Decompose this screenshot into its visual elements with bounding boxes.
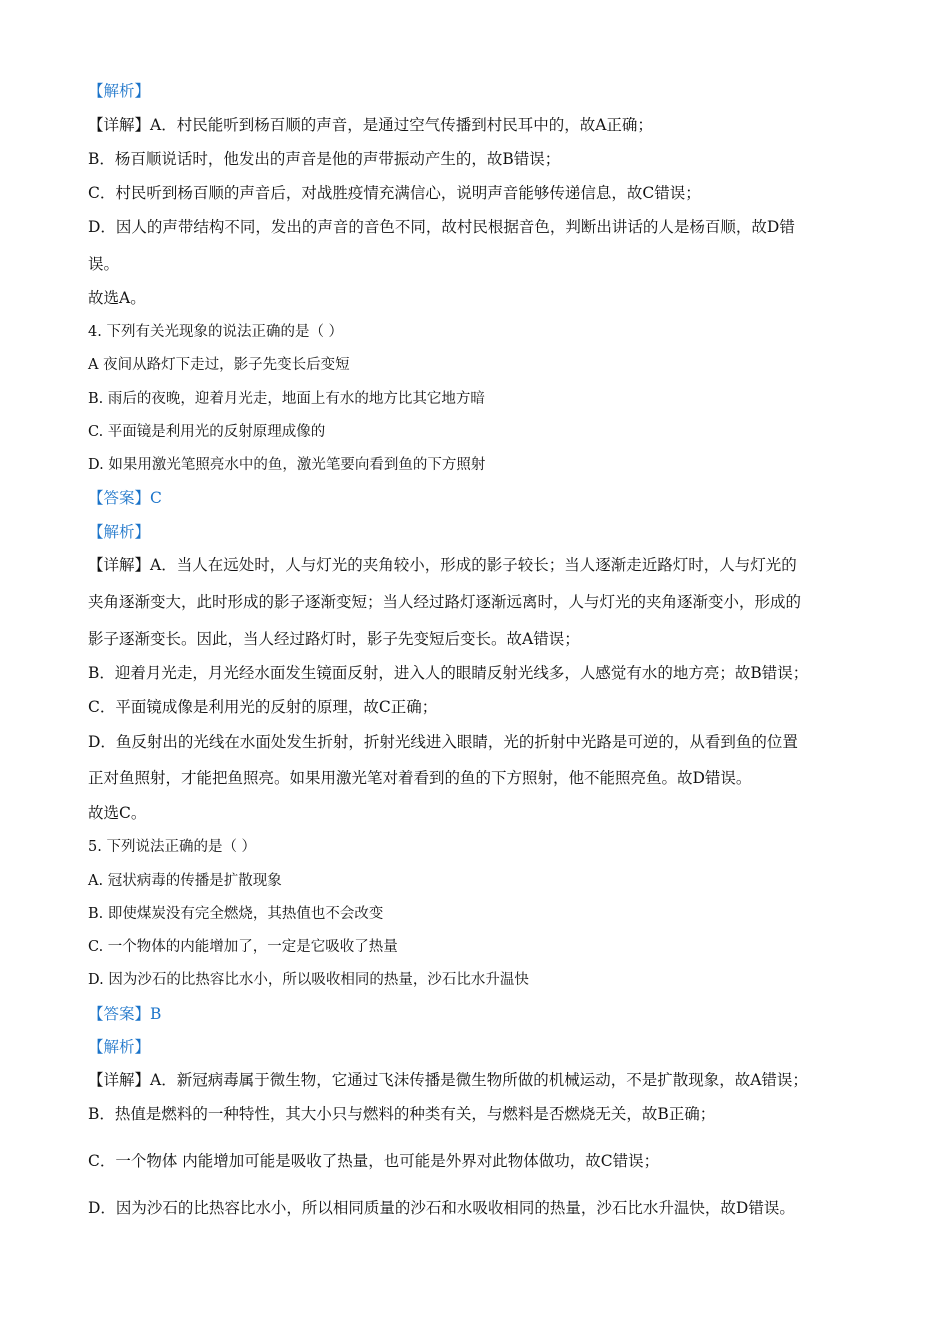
text-line: B．热值是燃料的一种特性，其大小只与燃料的种类有关，与燃料是否燃烧无关，故B正确；	[88, 1105, 716, 1123]
answer-label: 【答案】C	[88, 489, 162, 507]
conclusion-line: 故选A。	[88, 289, 146, 307]
text-line: 影子逐渐变长。因此，当人经过路灯时，影子先变短后变长。故A错误；	[88, 630, 580, 648]
analysis-label: 【解析】	[88, 1038, 151, 1056]
text-line: D．因为沙石的比热容比水小，所以相同质量的沙石和水吸收相同的热量，沙石比水升温快，故D错误。	[88, 1199, 795, 1217]
question-4-option-d: D. 如果用激光笔照亮水中的鱼，激光笔要向看到鱼的下方照射	[88, 457, 486, 473]
text-line: D．鱼反射出的光线在水面处发生折射，折射光线进入眼睛，光的折射中光路是可逆的，从看到鱼的位置	[88, 733, 798, 751]
detail-paragraph: 【详解】A．当人在远处时，人与灯光的夹角较小，形成的影子较长；当人逐渐走近路灯时，人与灯光的	[88, 556, 797, 574]
analysis-label: 【解析】	[88, 523, 151, 541]
detail-paragraph: 【详解】A．新冠病毒属于微生物，它通过飞沫传播是微生物所做的机械运动，不是扩散现象，故A错误；	[88, 1071, 808, 1089]
detail-paragraph: 【详解】A．村民能听到杨百顺的声音，是通过空气传播到村民耳中的，故A正确；	[88, 116, 653, 134]
text-line: 正对鱼照射，才能把鱼照亮。如果用激光笔对着看到的鱼的下方照射，他不能照亮鱼。故D错误。	[88, 769, 752, 787]
question-4-option-a: A 夜间从路灯下走过，影子先变长后变短	[88, 357, 350, 373]
analysis-label: 【解析】	[88, 82, 151, 100]
text-line: B．迎着月光走，月光经水面发生镜面反射，进入人的眼睛反射光线多，人感觉有水的地方亮；故B错误；	[88, 664, 809, 682]
conclusion-line: 故选C。	[88, 804, 147, 822]
text-line: B．杨百顺说话时，他发出的声音是他的声带振动产生的，故B错误；	[88, 150, 561, 168]
text-line: 误。	[88, 255, 120, 273]
question-4-option-c: C. 平面镜是利用光的反射原理成像的	[88, 424, 326, 440]
text-line: C．平面镜成像是利用光的反射的原理，故C正确；	[88, 698, 438, 716]
text-line: C．一个物体 内能增加可能是吸收了热量，也可能是外界对此物体做功，故C错误；	[88, 1152, 660, 1170]
question-5-stem: 5. 下列说法正确的是（ ）	[88, 839, 257, 855]
question-5-option-d: D. 因为沙石的比热容比水小，所以吸收相同的热量，沙石比水升温快	[88, 972, 529, 988]
question-5-option-b: B. 即使煤炭没有完全燃烧，其热值也不会改变	[88, 906, 384, 922]
text-line: D．因人的声带结构不同，发出的声音的音色不同，故村民根据音色，判断出讲话的人是杨百顺，故D错	[88, 218, 795, 236]
question-4-stem: 4. 下列有关光现象的说法正确的是（ ）	[88, 324, 344, 340]
answer-label: 【答案】B	[88, 1005, 162, 1023]
question-4-option-b: B. 雨后的夜晚，迎着月光走，地面上有水的地方比其它地方暗	[88, 391, 485, 407]
text-line: 夹角逐渐变大，此时形成的影子逐渐变短；当人经过路灯逐渐远离时，人与灯光的夹角逐渐变小，形成的	[88, 593, 802, 611]
text-line: C．村民听到杨百顺的声音后，对战胜疫情充满信心，说明声音能够传递信息，故C错误；	[88, 184, 701, 202]
question-5-option-c: C. 一个物体的内能增加了，一定是它吸收了热量	[88, 939, 398, 955]
question-5-option-a: A. 冠状病毒的传播是扩散现象	[88, 873, 282, 889]
